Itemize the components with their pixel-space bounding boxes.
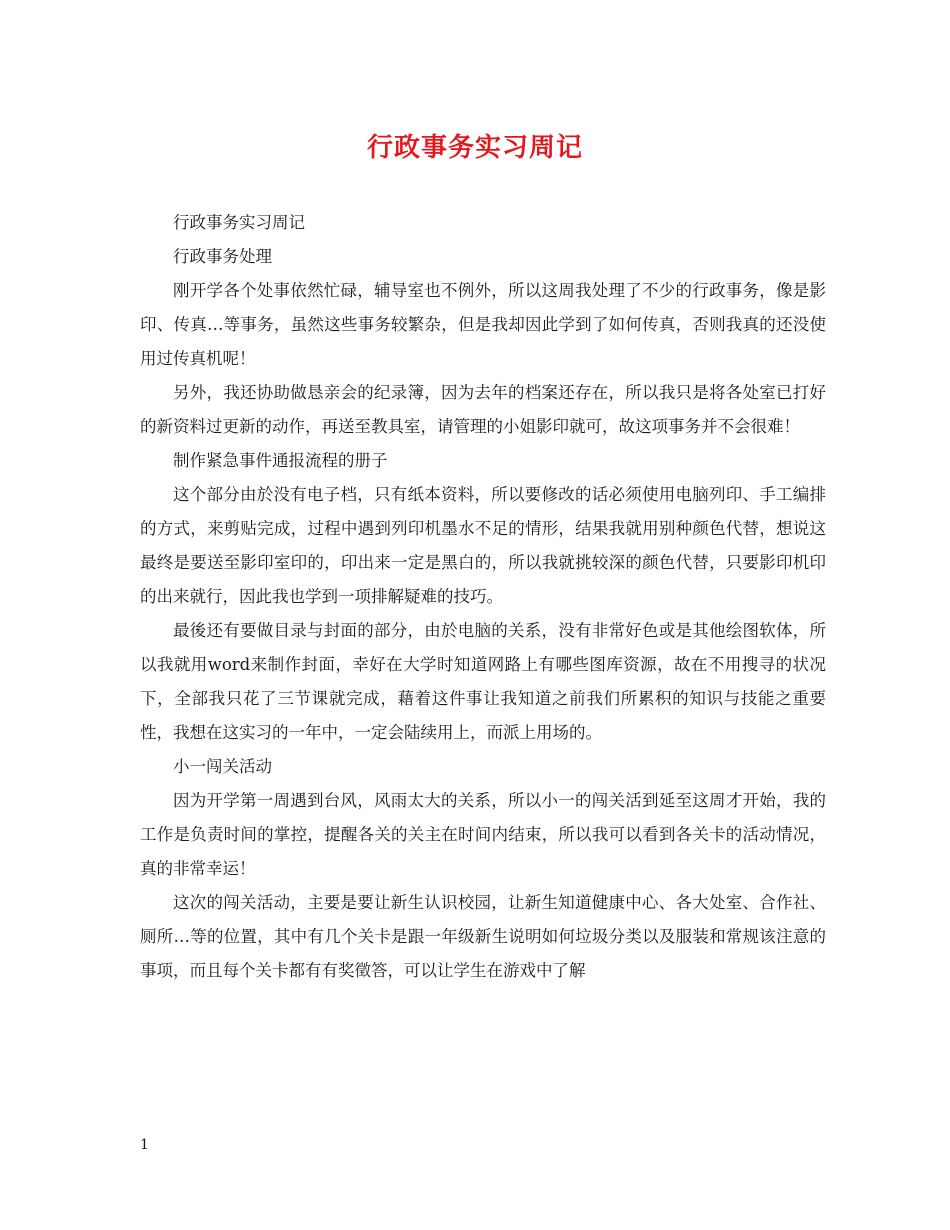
document-title: 行政事务实习周记 (366, 133, 583, 163)
paragraph-subtitle: 行政事务实习周记 (173, 213, 305, 232)
paragraph: 刚开学各个处事依然忙碌，辅导室也不例外，所以这周我处理了不少的行政事务，像是影印、传真…等事务，虽然这些事务较繁杂，但是我却因此学到了如何传真，否则我真的还没使用过传真机呢！ (140, 281, 826, 368)
paragraph: 另外，我还协助做恳亲会的纪录簿，因为去年的档案还存在，所以我只是将各处室已打好的新资料过更新的动作，再送至教具室，请管理的小姐影印就可，故这项事务并不会很难！ (140, 383, 826, 436)
paragraph: 这个部分由於没有电子档，只有纸本资料，所以要修改的话必须使用电脑列印、手工编排的方式，来剪贴完成，过程中遇到列印机墨水不足的情形，结果我就用别种颜色代替，想说这最终是要送至影印室印的，印出来一定是黑白的，所以我就挑较深的颜色代替，只要影印机印的出来就行，因此我也学到一项排解疑难的技巧。 (140, 485, 826, 606)
section-heading-admin-affairs: 行政事务处理 (173, 247, 272, 266)
paragraph: 这次的闯关活动，主要是要让新生认识校园，让新生知道健康中心、各大处室、合作社、厕所…等的位置，其中有几个关卡是跟一年级新生说明如何垃圾分类以及服装和常规该注意的事项，而且每个关卡都有有奖徵答，可以让学生在游戏中了解 (140, 893, 826, 980)
page-number: 1 (140, 1137, 149, 1153)
paragraph: 因为开学第一周遇到台风，风雨太大的关系，所以小一的闯关活到延至这周才开始，我的工作是负责时间的掌控，提醒各关的关主在时间内结束，所以我可以看到各关卡的活动情况，真的非常幸运！ (140, 791, 826, 878)
document-body (140, 206, 826, 988)
section-heading-emergency-booklet: 制作紧急事件通报流程的册子 (173, 451, 388, 470)
paragraph: 最後还有要做目录与封面的部分，由於电脑的关系，没有非常好色或是其他绘图软体，所以我就用word来制作封面，幸好在大学时知道网路上有哪些图库资源，故在不用搜寻的状况下，全部我只花了三节课就完成，藉着这件事让我知道之前我们所累积的知识与技能之重要性，我想在这实习的一年中，一定会陆续用上，而派上用场的。 (140, 621, 826, 742)
section-heading-first-grade-activity: 小一闯关活动 (173, 757, 272, 776)
